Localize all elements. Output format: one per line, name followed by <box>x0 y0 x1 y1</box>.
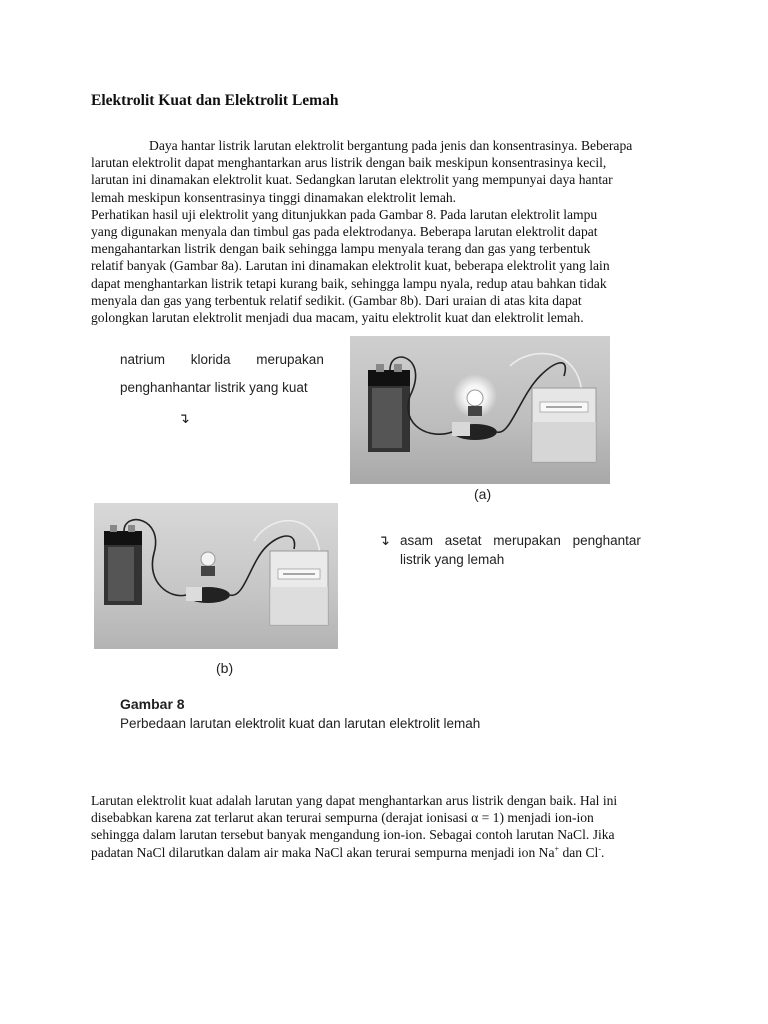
paragraph-1-line: Perhatikan hasil uji elektrolit yang ditunjukkan pada Gambar 8. Pada larutan elektrolit lampu <box>91 206 598 222</box>
paragraph-1-line: larutan ini dinamakan elektrolit kuat. Sedangkan larutan elektrolit yang mempunyai daya hantar <box>91 172 613 188</box>
paragraph-2-line-4-text: dan Cl <box>559 844 599 860</box>
paragraph-2-line: Larutan elektrolit kuat adalah larutan yang dapat menghantarkan arus listrik dengan baik. Hal ini <box>91 793 618 808</box>
document-title: Elektrolit Kuat dan Elektrolit Lemah <box>91 92 339 109</box>
paragraph-1-line: relatif banyak (Gambar 8a). Larutan ini dinamakan elektrolit kuat, beberapa elektrolit yang lain <box>91 258 610 274</box>
superscript-plus: + <box>554 844 560 854</box>
paragraph-2 <box>91 792 691 861</box>
figure-caption-b: (b) <box>216 660 234 676</box>
figure-title: Gambar 8 <box>120 696 185 712</box>
photo-weak-electrolyte-test <box>94 503 338 649</box>
paragraph-1-line: dapat menghantarkan listrik tetapi kurang baik, sehingga lampu nyala, redup atau bahkan tidak <box>91 275 607 291</box>
figure-label-a-line1: natrium klorida merupakan <box>120 352 324 367</box>
paragraph-1 <box>91 137 691 326</box>
figure-label-a-line2: penghanhantar listrik yang kuat <box>120 380 308 395</box>
paragraph-2-line: disebabkan karena zat terlarut akan terurai sempurna (derajat ionisasi α = 1) menjadi ion-ion <box>91 810 594 826</box>
paragraph-2-line: sehingga dalam larutan tersebut banyak mengandung ion-ion. Sebagai contoh larutan NaCl. Jika <box>91 827 615 843</box>
paragraph-2-line-4-text: . <box>601 844 605 860</box>
figure-label-b-line1: asam asetat merupakan penghantar <box>400 533 641 548</box>
paragraph-2-line <box>91 844 691 861</box>
figure-description: Perbedaan larutan elektrolit kuat dan larutan elektrolit lemah <box>120 716 481 731</box>
arrow-down-icon: ↴ <box>378 532 390 548</box>
figure-caption-a: (a) <box>474 486 492 502</box>
paragraph-1-line: mengahantarkan listrik dengan baik sehingga lampu menyala terang dan gas yang terbentuk <box>91 241 591 257</box>
paragraph-1-line: Daya hantar listrik larutan elektrolit bergantung pada jenis dan konsentrasinya. Beberapa <box>149 138 633 153</box>
photo-strong-electrolyte-test <box>350 336 610 484</box>
paragraph-1-line: menyala dan gas yang terbentuk relatif sedikit. (Gambar 8b). Dari uraian di atas kita dapat <box>91 292 582 308</box>
paragraph-1-line: larutan elektrolit dapat menghantarkan arus listrik dengan baik meskipun konsentrasinya kecil, <box>91 155 607 171</box>
paragraph-2-line-4-text: padatan NaCl dilarutkan dalam air maka NaCl akan terurai sempurna menjadi ion Na <box>91 844 555 860</box>
paragraph-1-line: golongkan larutan elektrolit menjadi dua macam, yaitu elektrolit kuat dan elektrolit lemah. <box>91 309 584 325</box>
superscript-minus: - <box>598 844 601 854</box>
paragraph-1-line: lemah meskipun konsentrasinya tinggi dinamakan elektrolit lemah. <box>91 189 457 205</box>
arrow-down-icon: ↴ <box>178 410 190 426</box>
figure-label-b-line2: listrik yang lemah <box>400 552 505 567</box>
paragraph-1-line: yang digunakan menyala dan timbul gas pada elektrodanya. Beberapa larutan elektrolit dapat <box>91 223 598 239</box>
